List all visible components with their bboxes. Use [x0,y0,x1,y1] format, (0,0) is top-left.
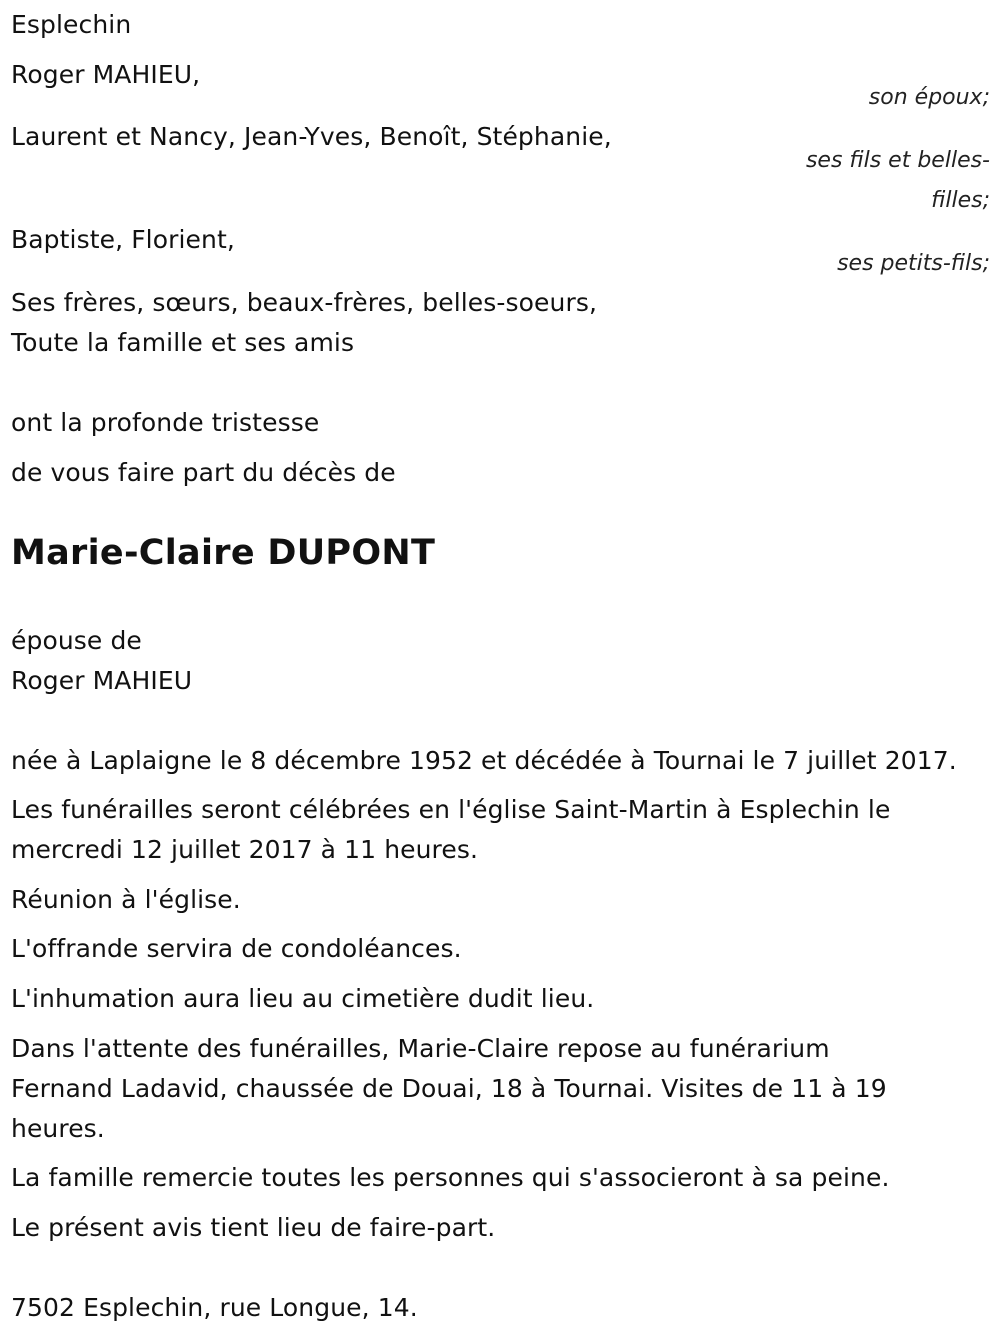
meeting-line: Réunion à l'église. [11,885,241,914]
siblings-line: Ses frères, sœurs, beaux-frères, belles-soeurs, [11,288,598,317]
birth-death-line: née à Laplaigne le 8 décembre 1952 et décédée à Tournai le 7 juillet 2017. [11,746,957,775]
funeral-line2: mercredi 12 juillet 2017 à 11 heures. [11,835,479,864]
rest-line2: Fernand Ladavid, chaussée de Douai, 18 à Tournai. Visites de 11 à 19 [11,1074,887,1103]
location-heading: Esplechin [11,10,132,39]
children-role-line2: filles; [931,188,990,213]
husband-name: Roger MAHIEU, [11,60,201,89]
children-role-line1: ses fils et belles- [805,148,990,173]
spouse-label: épouse de [11,626,142,655]
burial-line: L'inhumation aura lieu au cimetière dudit lieu. [11,984,595,1013]
deceased-name: Marie-Claire DUPONT [11,533,436,573]
announcement-line1: ont la profonde tristesse [11,408,320,437]
funeral-line1: Les funérailles seront célébrées en l'église Saint-Martin à Esplechin le [11,795,891,824]
grandchildren-names: Baptiste, Florient, [11,225,235,254]
rest-line1: Dans l'attente des funérailles, Marie-Claire repose au funérarium [11,1034,830,1063]
address-line: 7502 Esplechin, rue Longue, 14. [11,1293,418,1322]
announcement-line2: de vous faire part du décès de [11,458,396,487]
spouse-name: Roger MAHIEU [11,666,193,695]
children-names: Laurent et Nancy, Jean-Yves, Benoît, Stéphanie, [11,122,612,151]
thanks-line: La famille remercie toutes les personnes qui s'associeront à sa peine. [11,1163,890,1192]
family-friends-line: Toute la famille et ses amis [11,328,355,357]
offering-line: L'offrande servira de condoléances. [11,934,462,963]
rest-line3: heures. [11,1114,105,1143]
husband-role: son époux; [868,85,990,110]
notice-line: Le présent avis tient lieu de faire-part. [11,1213,496,1242]
grandchildren-role: ses petits-fils; [837,251,990,276]
